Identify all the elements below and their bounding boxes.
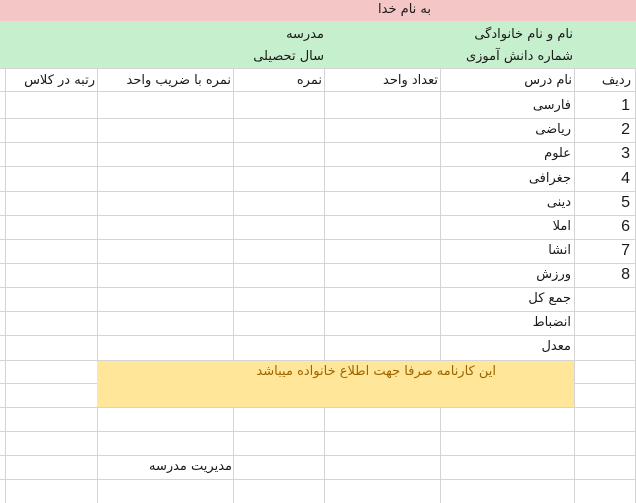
row-number: 3 bbox=[621, 145, 630, 162]
notice-text: این کارنامه صرفا جهت اطلاع خانواده میباشد bbox=[256, 364, 496, 379]
column-header-row-no: ردیف bbox=[601, 73, 631, 88]
row-number: 4 bbox=[621, 170, 630, 187]
subject-cell: املا bbox=[552, 219, 571, 234]
subject-cell: ورزش bbox=[536, 267, 571, 282]
subject-cell: دینی bbox=[546, 195, 571, 210]
row-number: 8 bbox=[621, 266, 630, 283]
school-management-signature: مدیریت مدرسه bbox=[148, 459, 232, 474]
title-band bbox=[0, 0, 636, 21]
column-header-weighted-grade: نمره با ضریب واحد bbox=[126, 73, 231, 88]
subject-cell: علوم bbox=[544, 146, 571, 161]
column-header-subject: نام درس bbox=[524, 73, 572, 88]
average-label: معدل bbox=[541, 339, 571, 354]
total-label: جمع کل bbox=[528, 291, 571, 306]
subject-cell: جغرافی bbox=[528, 171, 571, 186]
row-number: 7 bbox=[621, 242, 630, 259]
discipline-label: انضباط bbox=[532, 315, 571, 330]
row-number: 5 bbox=[621, 194, 630, 211]
student-name-label: نام و نام خانوادگی bbox=[474, 27, 573, 42]
student-number-label: شماره دانش آموزی bbox=[465, 49, 573, 64]
subject-cell: فارسی bbox=[532, 98, 571, 113]
subject-cell: انشا bbox=[548, 243, 571, 258]
school-label: مدرسه bbox=[286, 27, 324, 42]
subject-cell: ریاضی bbox=[535, 122, 571, 137]
row-number: 1 bbox=[621, 97, 630, 114]
column-header-grade: نمره bbox=[296, 73, 322, 88]
column-header-units: تعداد واحد bbox=[383, 73, 438, 88]
sheet-title: به نام خدا bbox=[378, 2, 431, 17]
column-header-class-rank: رتبه در کلاس bbox=[24, 73, 95, 88]
row-number: 2 bbox=[621, 121, 630, 138]
academic-year-label: سال تحصیلی bbox=[253, 49, 324, 64]
row-number: 6 bbox=[621, 218, 630, 235]
